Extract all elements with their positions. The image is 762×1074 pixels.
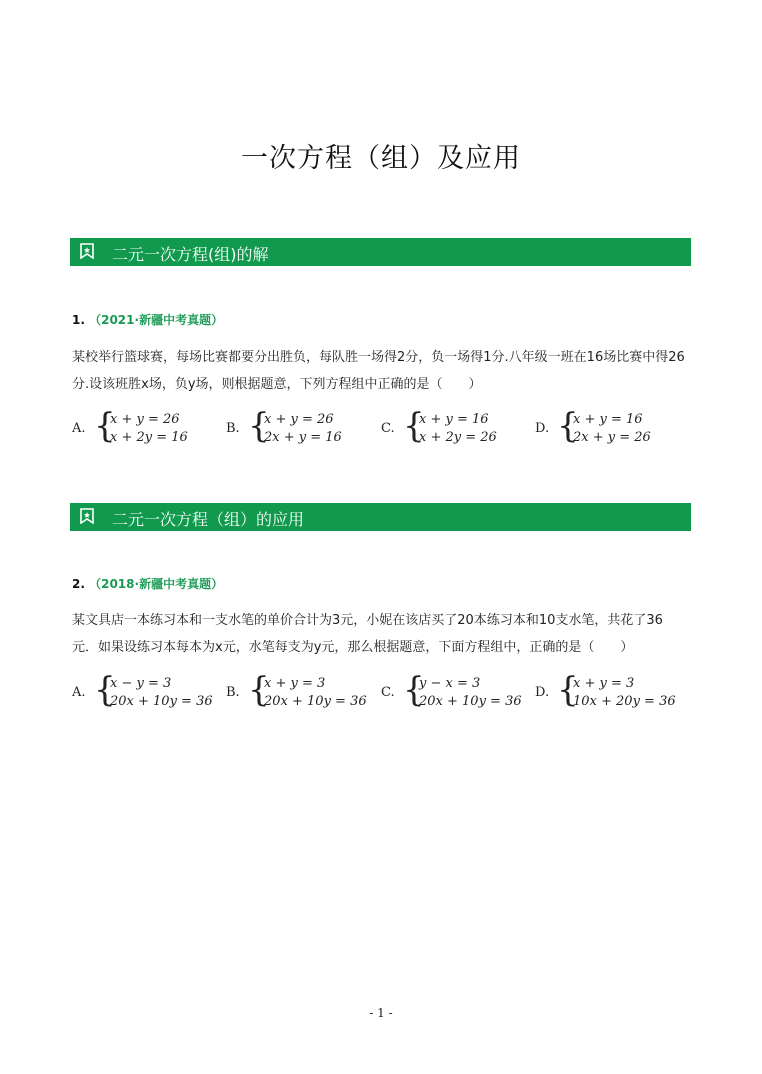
page-number: - 1 - [369,1006,393,1020]
section-heading: 二元一次方程(组)的解 [112,245,269,264]
section-heading: 二元一次方程（组）的应用 [112,510,305,529]
equation-1: x + y = 3 [264,676,326,691]
option-letter: B. [226,421,240,436]
brace-symbol: { [403,670,425,710]
question-number: 2. [72,577,85,591]
question-text [72,607,694,661]
equation-2: 2x + y = 26 [573,430,651,445]
answer-options [72,670,694,714]
question-text-line: 分.设该班胜x场，负y场，则根据题意，下列方程组中正确的是（ ） [72,377,482,392]
question-number: 1. [72,313,85,327]
equation-2: 10x + 20y = 36 [573,694,676,709]
question-source: （2018·新疆中考真题） [89,577,224,591]
brace-symbol: { [94,406,116,446]
option-letter: D. [535,421,550,436]
brace-symbol: { [248,670,270,710]
brace-symbol: { [94,670,116,710]
option-letter: C. [381,421,395,436]
equation-1: x + y = 16 [419,412,489,427]
equation-2: 20x + 10y = 36 [110,694,213,709]
question-text [72,344,694,398]
equation-1: y − x = 3 [419,676,481,691]
brace-symbol: { [557,670,579,710]
brace-symbol: { [557,406,579,446]
option-letter: C. [381,685,395,700]
page-title: 一次方程（组）及应用 [241,143,521,174]
equation-2: 2x + y = 16 [264,430,342,445]
answer-options [72,406,694,450]
brace-symbol: { [248,406,270,446]
section-heading-bar [70,238,691,266]
equation-2: 20x + 10y = 36 [419,694,522,709]
equation-2: 20x + 10y = 36 [264,694,367,709]
option-letter: A. [72,685,86,700]
section-heading-bar [70,503,691,531]
equation-1: x − y = 3 [110,676,172,691]
bookmark-icon [80,243,94,259]
bookmark-icon [80,508,94,524]
question-text-line: 某校举行篮球赛，每场比赛都要分出胜负，每队胜一场得2分，负一场得1分.八年级一班在16场比赛中得26 [72,350,685,365]
equation-1: x + y = 3 [573,676,635,691]
question-header [72,575,223,592]
equation-2: x + 2y = 16 [110,430,188,445]
option-letter: A. [72,421,86,436]
brace-symbol: { [403,406,425,446]
question-header [72,311,223,328]
question-text-line: 某文具店一本练习本和一支水笔的单价合计为3元，小妮在该店买了20本练习本和10支水笔，共花了36 [72,613,663,628]
question-text-line: 元．如果设练习本每本为x元，水笔每支为y元，那么根据题意，下面方程组中，正确的是（ ） [72,640,634,655]
equation-2: x + 2y = 26 [419,430,497,445]
question-source: （2021·新疆中考真题） [89,313,224,327]
equation-1: x + y = 26 [110,412,180,427]
equation-1: x + y = 16 [573,412,643,427]
option-letter: B. [226,685,240,700]
equation-1: x + y = 26 [264,412,334,427]
option-letter: D. [535,685,550,700]
